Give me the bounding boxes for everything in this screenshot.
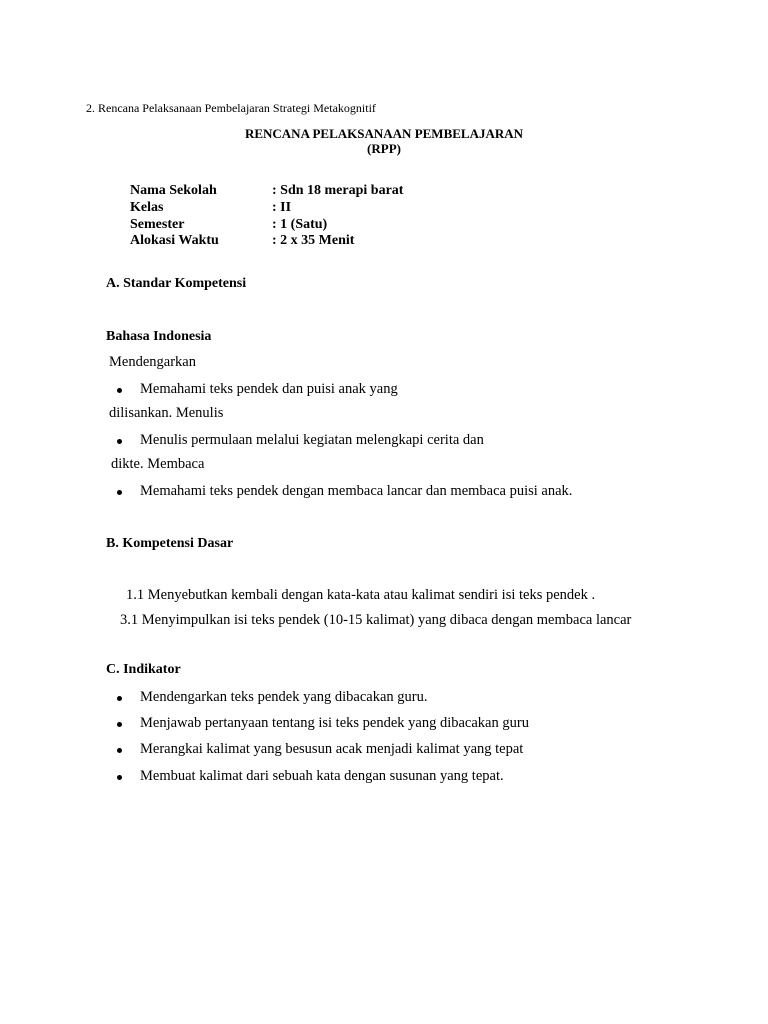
section-c-heading: C. Indikator bbox=[106, 662, 181, 677]
identity-label: Kelas bbox=[130, 200, 164, 215]
list-item: Menulis permulaan melalui kegiatan melengkapi cerita dan bbox=[140, 432, 484, 448]
competency-item: 3.1 Menyimpulkan isi teks pendek (10-15 kalimat) yang dibaca dengan membaca lancar bbox=[120, 612, 632, 628]
list-item-continuation: dilisankan. Menulis bbox=[109, 405, 224, 421]
section-a-intro: Mendengarkan bbox=[109, 354, 196, 370]
heading-note: 2. Rencana Pelaksanaan Pembelajaran Strategi Metakognitif bbox=[86, 101, 376, 115]
identity-value: : II bbox=[272, 200, 292, 215]
identity-value: : 2 x 35 Menit bbox=[272, 233, 355, 248]
identity-value: : Sdn 18 merapi barat bbox=[272, 183, 404, 198]
doc-title-line2: (RPP) bbox=[367, 141, 401, 156]
identity-label: Nama Sekolah bbox=[130, 183, 217, 198]
indicator-item: Mendengarkan teks pendek yang dibacakan guru. bbox=[140, 689, 428, 705]
indicator-item: Menjawab pertanyaan tentang isi teks pendek yang dibacakan guru bbox=[140, 715, 529, 731]
list-item-continuation: dikte. Membaca bbox=[111, 456, 205, 472]
identity-value: : 1 (Satu) bbox=[272, 217, 328, 232]
competency-item: 1.1 Menyebutkan kembali dengan kata-kata atau kalimat sendiri isi teks pendek . bbox=[126, 587, 596, 603]
subject-title: Bahasa Indonesia bbox=[106, 329, 212, 344]
doc-title-line1: RENCANA PELAKSANAAN PEMBELAJARAN bbox=[244, 126, 524, 141]
section-a-heading: A. Standar Kompetensi bbox=[106, 276, 247, 291]
section-b-heading: B. Kompetensi Dasar bbox=[106, 536, 234, 551]
identity-label: Semester bbox=[130, 217, 185, 232]
identity-label: Alokasi Waktu bbox=[130, 233, 219, 248]
indicator-item: Membuat kalimat dari sebuah kata dengan susunan yang tepat. bbox=[140, 768, 504, 784]
list-item: Memahami teks pendek dengan membaca lancar dan membaca puisi anak. bbox=[140, 483, 573, 499]
indicator-item: Merangkai kalimat yang besusun acak menjadi kalimat yang tepat bbox=[140, 741, 524, 757]
list-item: Memahami teks pendek dan puisi anak yang bbox=[140, 381, 398, 397]
